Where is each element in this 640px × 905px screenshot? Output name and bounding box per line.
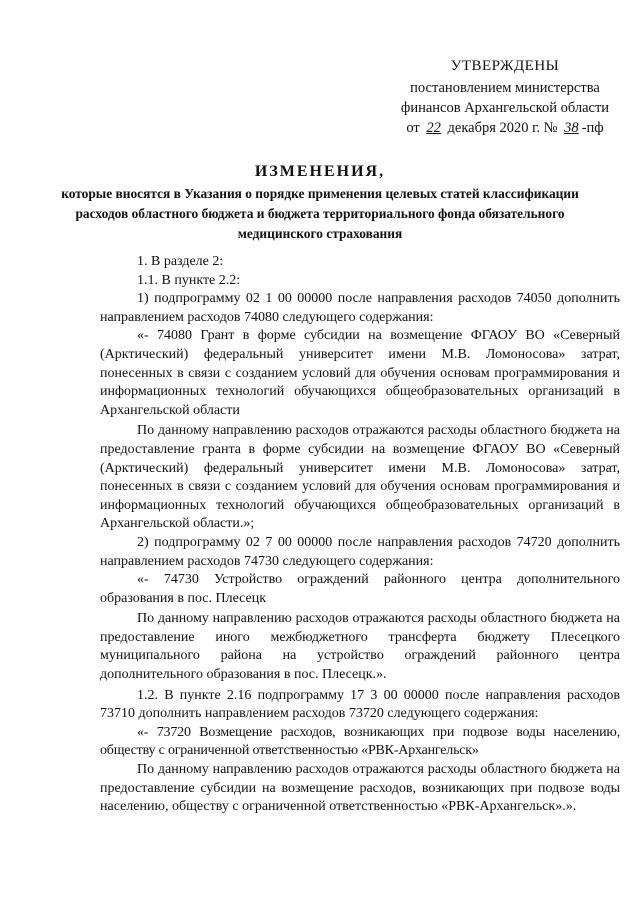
paragraph: 1. В разделе 2: (137, 254, 224, 269)
paragraph: 2) подпрограмму 02 7 00 00000 после направления расходов 74720 дополнить направлением расходов 74730 следующего содержания: (100, 534, 620, 569)
document-subtitle: которые вносятся в Указания о порядке применения целевых статей классификации расходов областного бюджета и бюджета территориального фонда обязательного медицинского страхования (61, 186, 579, 241)
decree-number-handwritten: 38 (564, 120, 579, 136)
paragraph: По данному направлению расходов отражаются расходы областного бюджета на предоставление гранта в форме субсидии на возмещение ФГАОУ ВО «Северный (Арктический) федеральный университет имени М.В. Ломоносова» затрат, понесенных в связи с созданием условий для обучения основам программирования и информационных технологий обучающихся общеобразовательных организаций в Архангельской области.»; (100, 423, 620, 532)
approval-stamp (380, 56, 630, 138)
approval-line-1: постановлением министерства (410, 80, 600, 96)
date-rest: декабря 2020 г. № (447, 120, 558, 136)
paragraph: По данному направлению расходов отражаются расходы областного бюджета на предоставление иного межбюджетного трансферта бюджету Плесецкого муниципального района на устройство ограждений районного центра дополнительного образования в пос. Плесецк.». (100, 611, 620, 683)
paragraph: 1.2. В пункте 2.16 подпрограмму 17 3 00 00000 после направления расходов 73710 дополнить направлением расходов 73720 следующего содержания: (100, 687, 620, 722)
paragraph: 1.1. В пункте 2.2: (137, 272, 241, 288)
date-day-handwritten: 22 (426, 120, 441, 136)
paragraph: 1) подпрограмму 02 1 00 00000 после направления расходов 74050 дополнить направлением расходов 74080 следующего содержания: (100, 291, 620, 325)
approval-heading: УТВЕРЖДЕНЫ (450, 58, 560, 74)
date-prefix: от (406, 120, 420, 136)
paragraph: По данному направлению расходов отражаются расходы областного бюджета на предоставление субсидии на возмещение расходов, возникающих при подвозе воды населению, обществу с ограниченной ответственностью «РВК-Архангельск».». (100, 762, 620, 815)
document-title: ИЗМЕНЕНИЯ, (254, 163, 386, 180)
paragraph: «- 73720 Возмещение расходов, возникающих при подвозе воды населению, обществу с ограниченной ответственностью «РВК-Архангельск» (100, 724, 620, 759)
approval-date-line (380, 118, 630, 138)
paragraph: «- 74730 Устройство ограждений районного центра дополнительного образования в пос. Плесецк (100, 572, 620, 606)
number-suffix: -пф (581, 120, 604, 136)
paragraph: «- 74080 Грант в форме субсидии на возмещение ФГАОУ ВО «Северный (Арктический) федеральный университет имени М.В. Ломоносова» затрат, понесенных в связи с созданием условий для обучения основам программирования и информационных технологий обучающихся общеобразовательных организаций в Архангельской области (100, 328, 620, 418)
document-body (100, 253, 620, 817)
approval-line-2: финансов Архангельской области (400, 100, 610, 116)
